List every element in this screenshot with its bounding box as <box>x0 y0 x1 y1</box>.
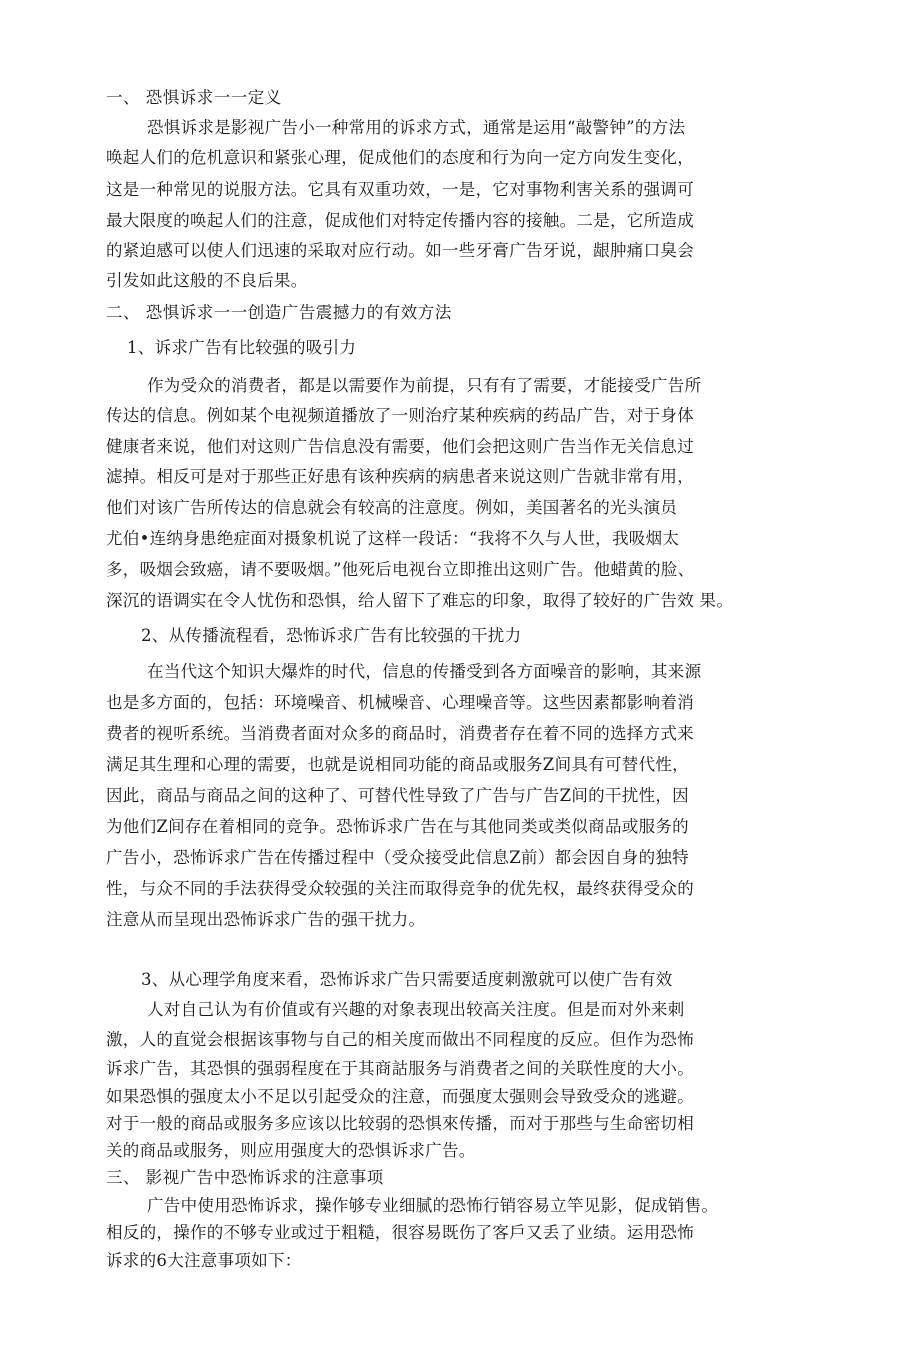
paragraph-line: 因此，商品与商品之间的这种了、可替代性导致了广告与广告Z间的干扰性，因 <box>106 786 689 805</box>
paragraph-line: 深沉的语调实在令人忧伤和恐惧，给人留下了难忘的印象，取得了较好的广告效 果。 <box>106 591 734 610</box>
paragraph-line: 费者的视听系统。当消费者面对众多的商品时，消费者存在着不同的选择方式来 <box>106 724 694 743</box>
section-3-heading: 三、 影视广告中恐怖诉求的注意事项 <box>106 1168 384 1187</box>
paragraph-line: 为他们Z间存在着相同的竞争。恐怖诉求广告在与其他同类或类似商品或服务的 <box>106 817 689 836</box>
paragraph-line: 广告小，恐怖诉求广告在传播过程中（受众接受此信息Z前）都会因自身的独特 <box>106 848 689 867</box>
paragraph-line: 满足其生理和心理的需要，也就是说相同功能的商品或服务Z间具有可替代性， <box>106 755 689 774</box>
paragraph-line: 激，人的直觉会根据该事物与自己的相关度而做出不同程度的反应。但作为恐怖 <box>106 1030 694 1049</box>
paragraph-line: 诉求广告，其恐惧的强弱程度在于其商詁服务与消费者之间的关联性度的大小。 <box>106 1059 694 1078</box>
paragraph-line: 最大限度的唤起人们的注意，促成他们对特定传播内容的接触。二是，它所造成 <box>106 211 694 230</box>
paragraph-line: 恐惧诉求是影视广告小一种常用的诉求方式，通常是运用“敲警钟”的方法 <box>147 118 686 137</box>
paragraph-line: 健康者来说，他们对这则广告信息没有需要，他们会把这则广告当作无关信息过 <box>106 437 694 456</box>
paragraph-line: 尤伯•连纳身患绝症面对摄象机说了这样一段话：“我将不久与人世，我吸烟太 <box>106 529 680 548</box>
paragraph-line: 诉求的6大注意事项如下： <box>106 1251 302 1270</box>
paragraph-line: 多，吸烟会致癌，请不要吸烟。”他死后电视台立即推出这则广告。他蜡黄的脸、 <box>106 560 695 579</box>
paragraph-line: 对于一般的商品或服务多应该以比较弱的恐惧來传播，而对于那些与生命密切相 <box>106 1114 694 1133</box>
paragraph-line: 性，与众不同的手法获得受众较强的关注而取得竞争的优先权，最终获得受众的 <box>106 879 694 898</box>
paragraph-line: 唤起人们的危机意识和紧张心理，促成他们的态度和行为向一定方向发生变化， <box>106 148 694 167</box>
paragraph-line: 关的商品或服务，则应用强度大的恐惧诉求广告。 <box>106 1141 476 1160</box>
subsection-3-heading: 3、从心理学角度来看，恐怖诉求广告只需要适度刺激就可以使广告有效 <box>141 970 673 989</box>
paragraph-line: 这是一种常见的说服方法。它具有双重功效，一是，它对事物利害关系的强调可 <box>106 180 694 199</box>
section-1-heading: 一、 恐惧诉求一一定义 <box>106 88 282 107</box>
paragraph-line: 传达的信息。例如某个电视频道播放了一则治疗某种疾病的药品广告，对于身体 <box>106 406 694 425</box>
paragraph-line: 人对自己认为有价值或有兴趣的对象表现出较高关注度。但是而对外来刺 <box>147 1000 685 1019</box>
paragraph-line: 滤掉。相反可是对于那些正好患有该种疾病的病患者来说这则广告就非常有用， <box>106 467 694 486</box>
paragraph-line: 在当代这个知识大爆炸的时代，信息的传播受到各方面噪音的影响，其来源 <box>147 662 702 681</box>
paragraph-line: 的紧迫感可以使人们迅速的采取对应行动。如一些牙膏广告牙说，龈肿痛口臭会 <box>106 241 694 260</box>
paragraph-line: 注意从而呈现出恐怖诉求广告的强干扰力。 <box>106 910 426 929</box>
paragraph-line: 也是多方面的，包括：环境噪音、机械噪音、心理噪音等。这些因素都影响着消 <box>106 693 694 712</box>
subsection-1-heading: 1、诉求广告有比较强的吸引力 <box>127 338 357 357</box>
paragraph-line: 广告中使用恐怖诉求，操作够专业细腻的恐怖行销容易立竿见影，促成销售。 <box>147 1196 719 1215</box>
paragraph-line: 相反的，操作的不够专业或过于粗糙，很容易既伤了客戶又丢了业绩。运用恐怖 <box>106 1223 694 1242</box>
subsection-2-heading: 2、从传播流程看，恐怖诉求广告有比较强的干扰力 <box>141 626 522 645</box>
section-2-heading: 二、 恐惧诉求一一创造广告震撼力的有效方法 <box>106 303 452 322</box>
paragraph-line: 引发如此这般的不良后果。 <box>106 271 308 290</box>
paragraph-line: 如果恐惧的强度太小不足以引起受众的注意，而强度太强则会导致受众的逃避。 <box>106 1087 694 1106</box>
paragraph-line: 作为受众的消费者，都是以需要作为前提，只有有了需要，才能接受广告所 <box>147 376 702 395</box>
paragraph-line: 他们对该广告所传达的信息就会有较高的注意度。例如，美国著名的光头演员 <box>106 498 678 517</box>
